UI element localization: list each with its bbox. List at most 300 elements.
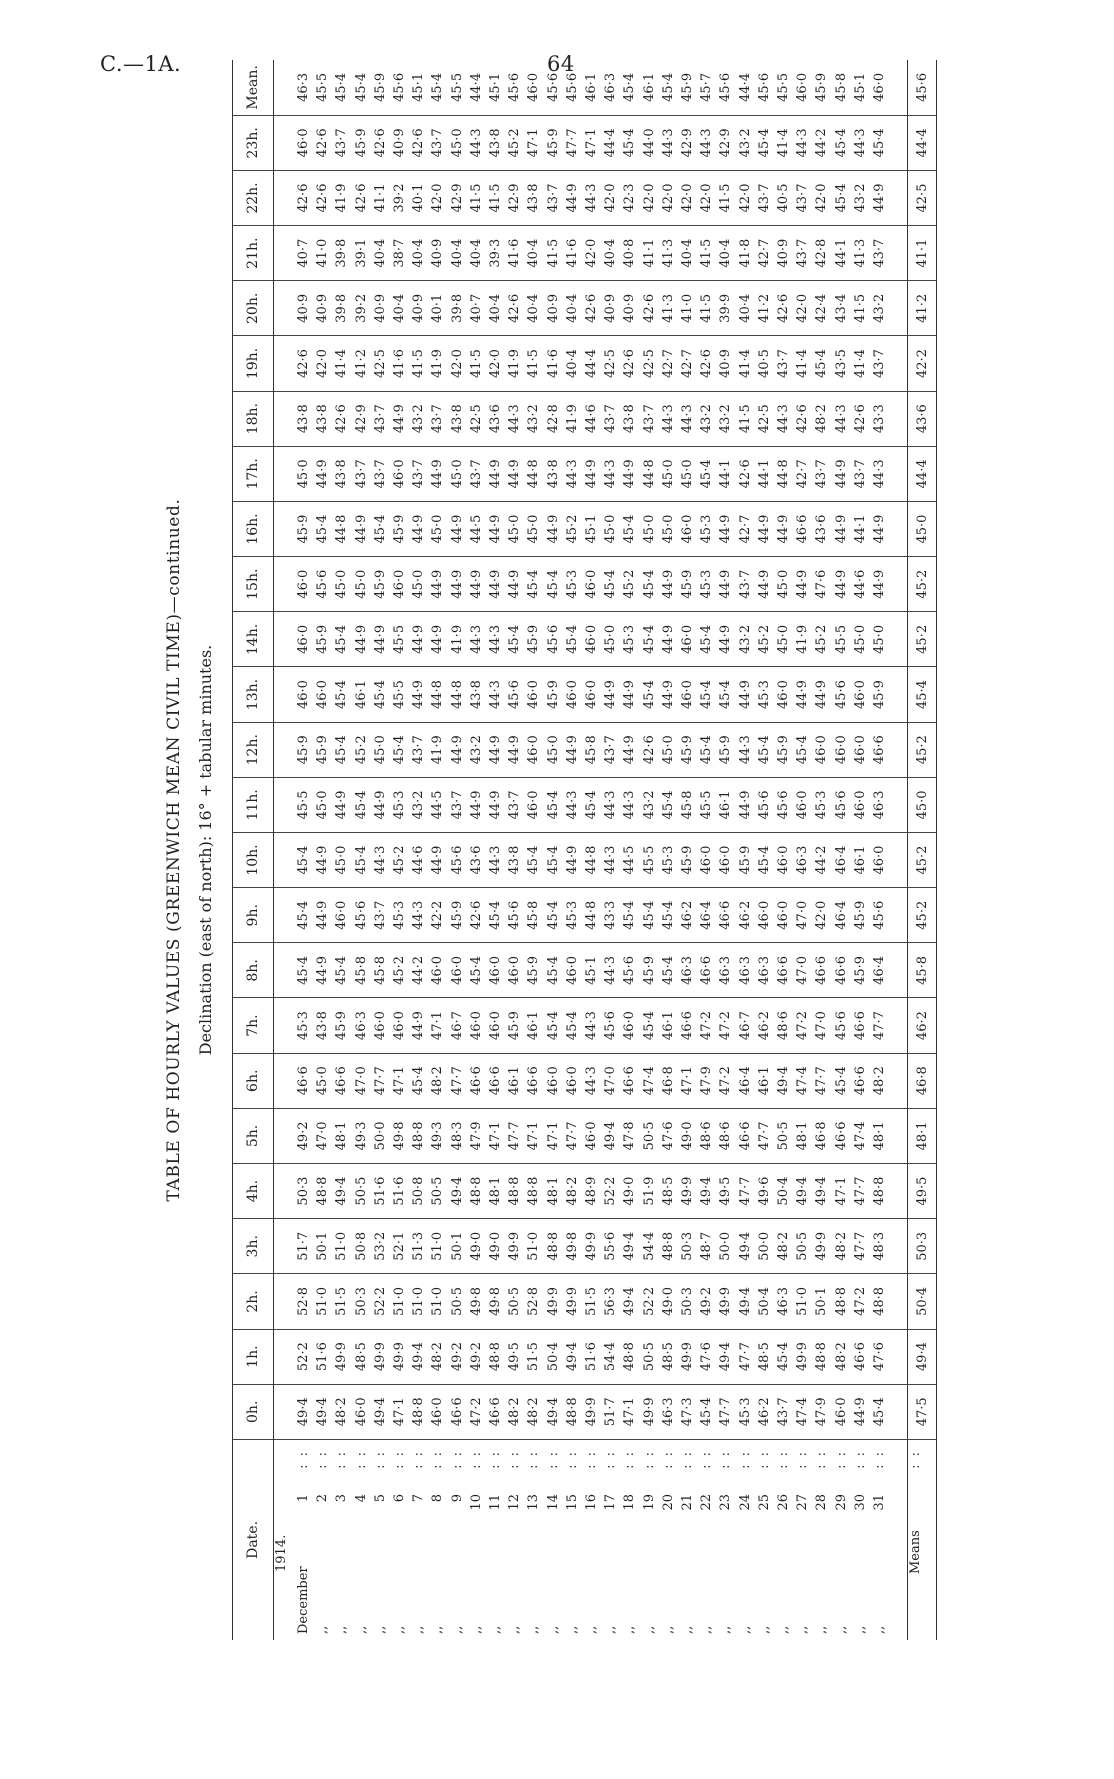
hourly-value-cell: 42·6 <box>294 170 313 225</box>
hourly-value-cell: 45·0 <box>601 612 620 667</box>
hourly-value-cell: 44·9 <box>486 557 505 612</box>
hourly-value-cell: 42·7 <box>755 226 774 281</box>
hourly-value-cell: 42·9 <box>678 115 697 170</box>
hourly-value-cell: 48·2 <box>428 1329 447 1384</box>
leader-dots: : : <box>737 1450 753 1469</box>
hourly-value-cell: 44·9 <box>582 446 601 501</box>
hourly-value-cell: 45·9 <box>678 557 697 612</box>
hourly-value-cell: 40·4 <box>678 226 697 281</box>
mean-value-cell: 45·1 <box>851 60 870 115</box>
hour-column-header: 9h. <box>233 888 274 943</box>
hourly-value-cell: 42·6 <box>697 336 716 391</box>
hourly-value-cell: 49·8 <box>563 1219 582 1274</box>
hourly-value-cell: 48·8 <box>524 1164 543 1219</box>
empty-cell <box>889 391 908 446</box>
hourly-value-cell: 50·0 <box>716 1219 735 1274</box>
hourly-value-cell: 46·6 <box>524 1053 543 1108</box>
hourly-value-cell: 45·4 <box>755 115 774 170</box>
empty-cell <box>889 115 908 170</box>
day-number: 30 <box>852 1494 868 1511</box>
hourly-value-cell: 45·0 <box>601 501 620 556</box>
hourly-value-cell: 49·4 <box>620 1274 639 1329</box>
hourly-value-cell: 44·3 <box>467 612 486 667</box>
hourly-value-cell: 45·0 <box>774 612 793 667</box>
hourly-value-cell: 41·9 <box>428 722 447 777</box>
hourly-value-cell: 42·5 <box>601 336 620 391</box>
hourly-value-cell: 50·5 <box>448 1274 467 1329</box>
hourly-value-cell: 45·4 <box>774 1329 793 1384</box>
hourly-value-cell: 45·9 <box>870 667 889 722</box>
hourly-value-cell: 43·8 <box>524 170 543 225</box>
hourly-value-cell: 42·6 <box>582 281 601 336</box>
hourly-value-cell: 45·2 <box>505 115 524 170</box>
date-cell <box>812 1439 831 1640</box>
hourly-value-cell: 42·5 <box>755 391 774 446</box>
means-value-cell: 42·5 <box>908 170 937 225</box>
hourly-value-cell: 45·4 <box>832 170 851 225</box>
hourly-value-cell: 46·7 <box>736 998 755 1053</box>
hourly-value-cell: 49·9 <box>544 1274 563 1329</box>
hourly-value-cell: 45·0 <box>448 115 467 170</box>
hourly-value-cell: 42·3 <box>620 170 639 225</box>
hourly-value-cell: 45·4 <box>640 612 659 667</box>
hourly-value-cell: 42·9 <box>505 170 524 225</box>
hourly-value-cell: 49·4 <box>563 1329 582 1384</box>
mean-value-cell: 45·5 <box>313 60 332 115</box>
hourly-value-cell: 41·5 <box>736 391 755 446</box>
hourly-value-cell: 42·0 <box>486 336 505 391</box>
hourly-value-cell: 40·5 <box>774 170 793 225</box>
hourly-value-cell: 45·4 <box>659 888 678 943</box>
year-cell <box>274 1439 295 1640</box>
hourly-value-cell: 42·0 <box>601 170 620 225</box>
hourly-value-cell: 42·0 <box>697 170 716 225</box>
hourly-value-cell: 47·4 <box>851 1108 870 1163</box>
table-row <box>640 60 659 1640</box>
date-cell <box>294 1439 313 1640</box>
leader-dots: : : <box>353 1450 369 1469</box>
hourly-value-cell: 42·8 <box>544 391 563 446</box>
hourly-value-cell: 43·7 <box>870 226 889 281</box>
hourly-value-cell: 45·6 <box>832 998 851 1053</box>
hourly-value-cell: 39·8 <box>448 281 467 336</box>
table-row <box>524 60 543 1640</box>
hourly-value-cell: 44·9 <box>832 446 851 501</box>
mean-value-cell: 46·1 <box>582 60 601 115</box>
hourly-value-cell: 43·2 <box>697 391 716 446</box>
hourly-value-cell: 48·2 <box>832 1219 851 1274</box>
hourly-value-cell: 47·6 <box>812 557 831 612</box>
hourly-value-cell: 48·8 <box>467 1164 486 1219</box>
hourly-value-cell: 50·3 <box>678 1274 697 1329</box>
empty-cell <box>889 722 908 777</box>
hourly-value-cell: 51·0 <box>428 1219 447 1274</box>
date-cell <box>409 1439 428 1640</box>
hourly-value-cell: 41·5 <box>544 226 563 281</box>
hourly-value-cell: 49·8 <box>486 1274 505 1329</box>
hourly-value-cell: 46·0 <box>448 943 467 998</box>
means-value-cell: 49·5 <box>908 1164 937 1219</box>
hourly-value-cell: 45·0 <box>505 501 524 556</box>
date-cell <box>563 1439 582 1640</box>
hourly-value-cell: 46·6 <box>697 943 716 998</box>
hourly-value-cell: 43·7 <box>601 722 620 777</box>
hourly-value-cell: 46·2 <box>678 888 697 943</box>
hourly-value-cell: 49·4 <box>294 1384 313 1439</box>
hourly-value-cell: 44·0 <box>640 115 659 170</box>
hourly-value-cell: 49·4 <box>697 1164 716 1219</box>
empty-cell <box>274 1108 295 1163</box>
hourly-value-cell: 48·1 <box>793 1108 812 1163</box>
table-row <box>467 60 486 1640</box>
hourly-value-cell: 49·9 <box>582 1219 601 1274</box>
leader-dots: : : <box>660 1450 676 1469</box>
hourly-value-cell: 49·4 <box>601 1108 620 1163</box>
hourly-value-cell: 50·5 <box>640 1329 659 1384</box>
hourly-value-cell: 45·4 <box>524 557 543 612</box>
hourly-value-cell: 45·2 <box>620 557 639 612</box>
hourly-value-cell: 49·4 <box>313 1384 332 1439</box>
means-value-cell: 46·2 <box>908 998 937 1053</box>
empty-cell <box>889 557 908 612</box>
empty-cell <box>889 832 908 887</box>
hourly-value-cell: 44·9 <box>870 557 889 612</box>
hourly-value-cell: 46·6 <box>851 1053 870 1108</box>
empty-cell <box>889 1329 908 1384</box>
hourly-value-cell: 47·1 <box>524 115 543 170</box>
leader-dots: : : <box>507 1450 523 1469</box>
hourly-value-cell: 50·4 <box>544 1329 563 1384</box>
hourly-value-cell: 44·9 <box>428 446 447 501</box>
hourly-value-cell: 43·4 <box>832 281 851 336</box>
hourly-value-cell: 49·2 <box>467 1329 486 1384</box>
day-number: 26 <box>776 1494 792 1511</box>
hourly-value-cell: 44·9 <box>793 557 812 612</box>
hourly-value-cell: 45·4 <box>697 722 716 777</box>
hourly-value-cell: 46·0 <box>832 1384 851 1439</box>
hourly-value-cell: 46·1 <box>524 998 543 1053</box>
ditto-mark: ,, <box>833 1625 849 1634</box>
hourly-value-cell: 44·8 <box>524 446 543 501</box>
hourly-value-cell: 44·3 <box>851 115 870 170</box>
day-number: 25 <box>756 1494 772 1511</box>
hour-column-header: 23h. <box>233 115 274 170</box>
hourly-value-cell: 52·8 <box>524 1274 543 1329</box>
hourly-value-cell: 45·9 <box>352 115 371 170</box>
hourly-value-cell: 43·3 <box>870 391 889 446</box>
hourly-value-cell: 41·9 <box>332 170 351 225</box>
hourly-value-cell: 44·3 <box>409 888 428 943</box>
table-row <box>601 60 620 1640</box>
hourly-value-cell: 50·0 <box>755 1219 774 1274</box>
hourly-value-cell: 48·8 <box>812 1329 831 1384</box>
hourly-value-cell: 44·3 <box>601 832 620 887</box>
empty-cell <box>274 446 295 501</box>
hourly-value-cell: 45·6 <box>755 777 774 832</box>
hourly-value-cell: 48·6 <box>716 1108 735 1163</box>
hourly-value-cell: 46·0 <box>294 557 313 612</box>
day-number: 13 <box>526 1494 542 1511</box>
hourly-value-cell: 41·3 <box>851 226 870 281</box>
hourly-value-cell: 46·0 <box>371 998 390 1053</box>
hourly-value-cell: 44·9 <box>620 446 639 501</box>
hour-column-header: 20h. <box>233 281 274 336</box>
hourly-value-cell: 44·9 <box>409 612 428 667</box>
hourly-value-cell: 46·0 <box>563 1053 582 1108</box>
hourly-value-cell: 44·9 <box>448 722 467 777</box>
hourly-value-cell: 43·2 <box>409 777 428 832</box>
hourly-value-cell: 49·8 <box>467 1274 486 1329</box>
hourly-value-cell: 45·0 <box>313 777 332 832</box>
hourly-value-cell: 44·9 <box>352 612 371 667</box>
hourly-value-cell: 47·6 <box>697 1329 716 1384</box>
hourly-value-cell: 49·9 <box>390 1329 409 1384</box>
hourly-value-cell: 41·4 <box>332 336 351 391</box>
means-value-cell: 41·1 <box>908 226 937 281</box>
leader-dots: : : <box>622 1450 638 1469</box>
hourly-value-cell: 48·8 <box>870 1164 889 1219</box>
hourly-value-cell: 44·3 <box>774 391 793 446</box>
hourly-value-cell: 40·8 <box>620 226 639 281</box>
hourly-value-cell: 48·1 <box>486 1164 505 1219</box>
table-row <box>294 60 313 1640</box>
date-cell <box>601 1439 620 1640</box>
hourly-value-cell: 48·5 <box>659 1164 678 1219</box>
leader-dots: : : <box>564 1450 580 1469</box>
hourly-value-cell: 45·4 <box>409 1053 428 1108</box>
hourly-value-cell: 40·4 <box>563 281 582 336</box>
means-value-cell: 45·6 <box>908 60 937 115</box>
hourly-value-cell: 51·0 <box>524 1219 543 1274</box>
hourly-value-cell: 50·5 <box>352 1164 371 1219</box>
hourly-value-cell: 42·6 <box>736 446 755 501</box>
leader-dots: : : <box>488 1450 504 1469</box>
day-number: 29 <box>833 1494 849 1511</box>
hourly-value-cell: 48·8 <box>486 1329 505 1384</box>
hourly-value-cell: 42·6 <box>620 336 639 391</box>
hourly-value-cell: 44·5 <box>467 501 486 556</box>
page-number: 64 <box>547 52 575 76</box>
means-value-cell: 45·0 <box>908 501 937 556</box>
hourly-value-cell: 47·1 <box>678 1053 697 1108</box>
hourly-value-cell: 44·9 <box>409 501 428 556</box>
hourly-value-cell: 45·9 <box>544 115 563 170</box>
hourly-value-cell: 49·9 <box>332 1329 351 1384</box>
hourly-value-cell: 41·5 <box>467 170 486 225</box>
date-cell <box>870 1439 889 1640</box>
means-value-cell: 45·8 <box>908 943 937 998</box>
hourly-value-cell: 43·7 <box>409 722 428 777</box>
empty-cell <box>889 1384 908 1439</box>
hourly-value-cell: 51·0 <box>313 1274 332 1329</box>
empty-cell <box>889 943 908 998</box>
hourly-value-cell: 45·4 <box>371 501 390 556</box>
empty-cell <box>889 1164 908 1219</box>
hourly-value-cell: 45·5 <box>390 667 409 722</box>
hourly-value-cell: 46·0 <box>870 832 889 887</box>
hourly-value-cell: 51·6 <box>371 1164 390 1219</box>
hourly-value-cell: 44·3 <box>793 115 812 170</box>
table-row <box>486 60 505 1640</box>
hourly-value-cell: 44·2 <box>812 832 831 887</box>
hourly-value-cell: 44·9 <box>755 557 774 612</box>
hourly-value-cell: 40·4 <box>563 336 582 391</box>
hourly-value-cell: 46·0 <box>390 998 409 1053</box>
hour-column-header: 11h. <box>233 777 274 832</box>
hourly-value-cell: 47·0 <box>812 998 831 1053</box>
hourly-value-cell: 44·5 <box>428 777 447 832</box>
ditto-mark: ,, <box>507 1625 523 1634</box>
hourly-value-cell: 48·2 <box>832 1329 851 1384</box>
hourly-value-cell: 44·6 <box>851 557 870 612</box>
hourly-value-cell: 48·8 <box>620 1329 639 1384</box>
empty-cell <box>274 336 295 391</box>
leader-dots: : : <box>603 1450 619 1469</box>
hourly-value-cell: 45·4 <box>486 888 505 943</box>
table-row <box>851 60 870 1640</box>
hourly-value-cell: 47·7 <box>448 1053 467 1108</box>
empty-cell <box>889 170 908 225</box>
date-cell <box>371 1439 390 1640</box>
hourly-value-cell: 45·5 <box>697 777 716 832</box>
hourly-value-cell: 42·6 <box>371 115 390 170</box>
table-row <box>832 60 851 1640</box>
date-cell <box>716 1439 735 1640</box>
spacer-row <box>889 60 908 1640</box>
hourly-value-cell: 40·4 <box>467 226 486 281</box>
hourly-value-cell: 46·0 <box>352 1384 371 1439</box>
hourly-value-cell: 48·8 <box>563 1384 582 1439</box>
hourly-value-cell: 43·8 <box>544 446 563 501</box>
hourly-value-cell: 47·1 <box>582 115 601 170</box>
leader-dots: : : <box>908 1450 924 1469</box>
mean-value-cell: 46·3 <box>601 60 620 115</box>
hourly-value-cell: 44·9 <box>563 170 582 225</box>
hourly-value-cell: 48·1 <box>870 1108 889 1163</box>
hourly-value-cell: 40·4 <box>601 226 620 281</box>
hourly-value-cell: 45·4 <box>524 832 543 887</box>
hourly-value-cell: 44·9 <box>563 722 582 777</box>
hourly-value-cell: 44·8 <box>774 446 793 501</box>
hourly-value-cell: 45·9 <box>524 612 543 667</box>
hourly-value-cell: 42·0 <box>659 170 678 225</box>
hourly-value-cell: 43·7 <box>371 888 390 943</box>
hourly-value-cell: 46·1 <box>755 1053 774 1108</box>
hourly-value-cell: 48·5 <box>755 1329 774 1384</box>
hourly-value-cell: 40·4 <box>409 226 428 281</box>
date-cell <box>544 1439 563 1640</box>
hourly-value-cell: 45·9 <box>294 501 313 556</box>
table-row <box>870 60 889 1640</box>
hourly-value-cell: 50·3 <box>294 1164 313 1219</box>
hourly-value-cell: 45·3 <box>736 1384 755 1439</box>
ditto-mark: ,, <box>718 1625 734 1634</box>
hourly-value-cell: 49·9 <box>678 1329 697 1384</box>
hourly-value-cell: 48·2 <box>812 391 831 446</box>
hourly-value-cell: 44·3 <box>467 115 486 170</box>
hourly-value-cell: 40·9 <box>544 281 563 336</box>
leader-dots: : : <box>315 1450 331 1469</box>
hourly-value-cell: 47·6 <box>870 1329 889 1384</box>
hourly-value-cell: 45·4 <box>544 777 563 832</box>
ditto-mark: ,, <box>584 1625 600 1634</box>
mean-value-cell: 44·4 <box>467 60 486 115</box>
date-cell <box>793 1439 812 1640</box>
means-row <box>908 60 937 1640</box>
hourly-value-cell: 44·9 <box>659 667 678 722</box>
hour-column-header: 15h. <box>233 557 274 612</box>
means-value-cell: 42·2 <box>908 336 937 391</box>
hourly-value-cell: 42·5 <box>640 336 659 391</box>
hourly-value-cell: 46·0 <box>428 1384 447 1439</box>
date-cell <box>640 1439 659 1640</box>
hourly-value-cell: 49·4 <box>812 1164 831 1219</box>
date-cell <box>582 1439 601 1640</box>
hourly-value-cell: 45·4 <box>544 832 563 887</box>
empty-cell <box>274 391 295 446</box>
table-row <box>332 60 351 1640</box>
hourly-value-cell: 44·9 <box>755 501 774 556</box>
hourly-value-cell: 50·4 <box>774 1164 793 1219</box>
hourly-value-cell: 44·9 <box>486 446 505 501</box>
hourly-value-cell: 47·1 <box>428 998 447 1053</box>
hourly-value-cell: 46·6 <box>678 998 697 1053</box>
hourly-value-cell: 49·0 <box>486 1219 505 1274</box>
hourly-value-cell: 46·6 <box>486 1384 505 1439</box>
hourly-value-cell: 45·4 <box>352 777 371 832</box>
hourly-value-cell: 47·7 <box>812 1053 831 1108</box>
hourly-value-cell: 45·9 <box>678 832 697 887</box>
hourly-value-cell: 41·4 <box>793 336 812 391</box>
hourly-value-cell: 49·3 <box>428 1108 447 1163</box>
hourly-value-cell: 46·0 <box>390 446 409 501</box>
hourly-value-cell: 46·0 <box>832 722 851 777</box>
hourly-value-cell: 44·9 <box>716 501 735 556</box>
date-cell <box>428 1439 447 1640</box>
hourly-value-cell: 42·9 <box>352 391 371 446</box>
hourly-value-cell: 51·0 <box>428 1274 447 1329</box>
hourly-value-cell: 46·0 <box>582 667 601 722</box>
date-cell <box>390 1439 409 1640</box>
hourly-value-cell: 45·4 <box>332 612 351 667</box>
hourly-value-cell: 43·8 <box>448 391 467 446</box>
empty-cell <box>274 1164 295 1219</box>
hourly-value-cell: 44·3 <box>620 777 639 832</box>
table-row <box>659 60 678 1640</box>
table-row <box>582 60 601 1640</box>
hourly-value-cell: 49·4 <box>371 1384 390 1439</box>
hourly-value-cell: 48·8 <box>659 1219 678 1274</box>
leader-dots: : : <box>372 1450 388 1469</box>
ditto-mark: ,, <box>334 1625 350 1634</box>
hourly-value-cell: 45·3 <box>659 832 678 887</box>
hourly-value-cell: 42·4 <box>812 281 831 336</box>
hourly-value-cell: 42·5 <box>467 391 486 446</box>
hour-column-header: Mean. <box>233 60 274 115</box>
hourly-value-cell: 44·5 <box>620 832 639 887</box>
hourly-value-cell: 41·0 <box>678 281 697 336</box>
hourly-value-cell: 51·0 <box>390 1274 409 1329</box>
hourly-value-cell: 47·4 <box>793 1053 812 1108</box>
leader-dots: : : <box>872 1450 888 1469</box>
hourly-value-cell: 43·8 <box>313 391 332 446</box>
empty-cell <box>274 612 295 667</box>
hourly-value-cell: 48·7 <box>697 1219 716 1274</box>
hourly-value-cell: 41·9 <box>563 391 582 446</box>
empty-cell <box>889 336 908 391</box>
hourly-value-cell: 46·1 <box>716 777 735 832</box>
hourly-value-cell: 47·0 <box>313 1108 332 1163</box>
